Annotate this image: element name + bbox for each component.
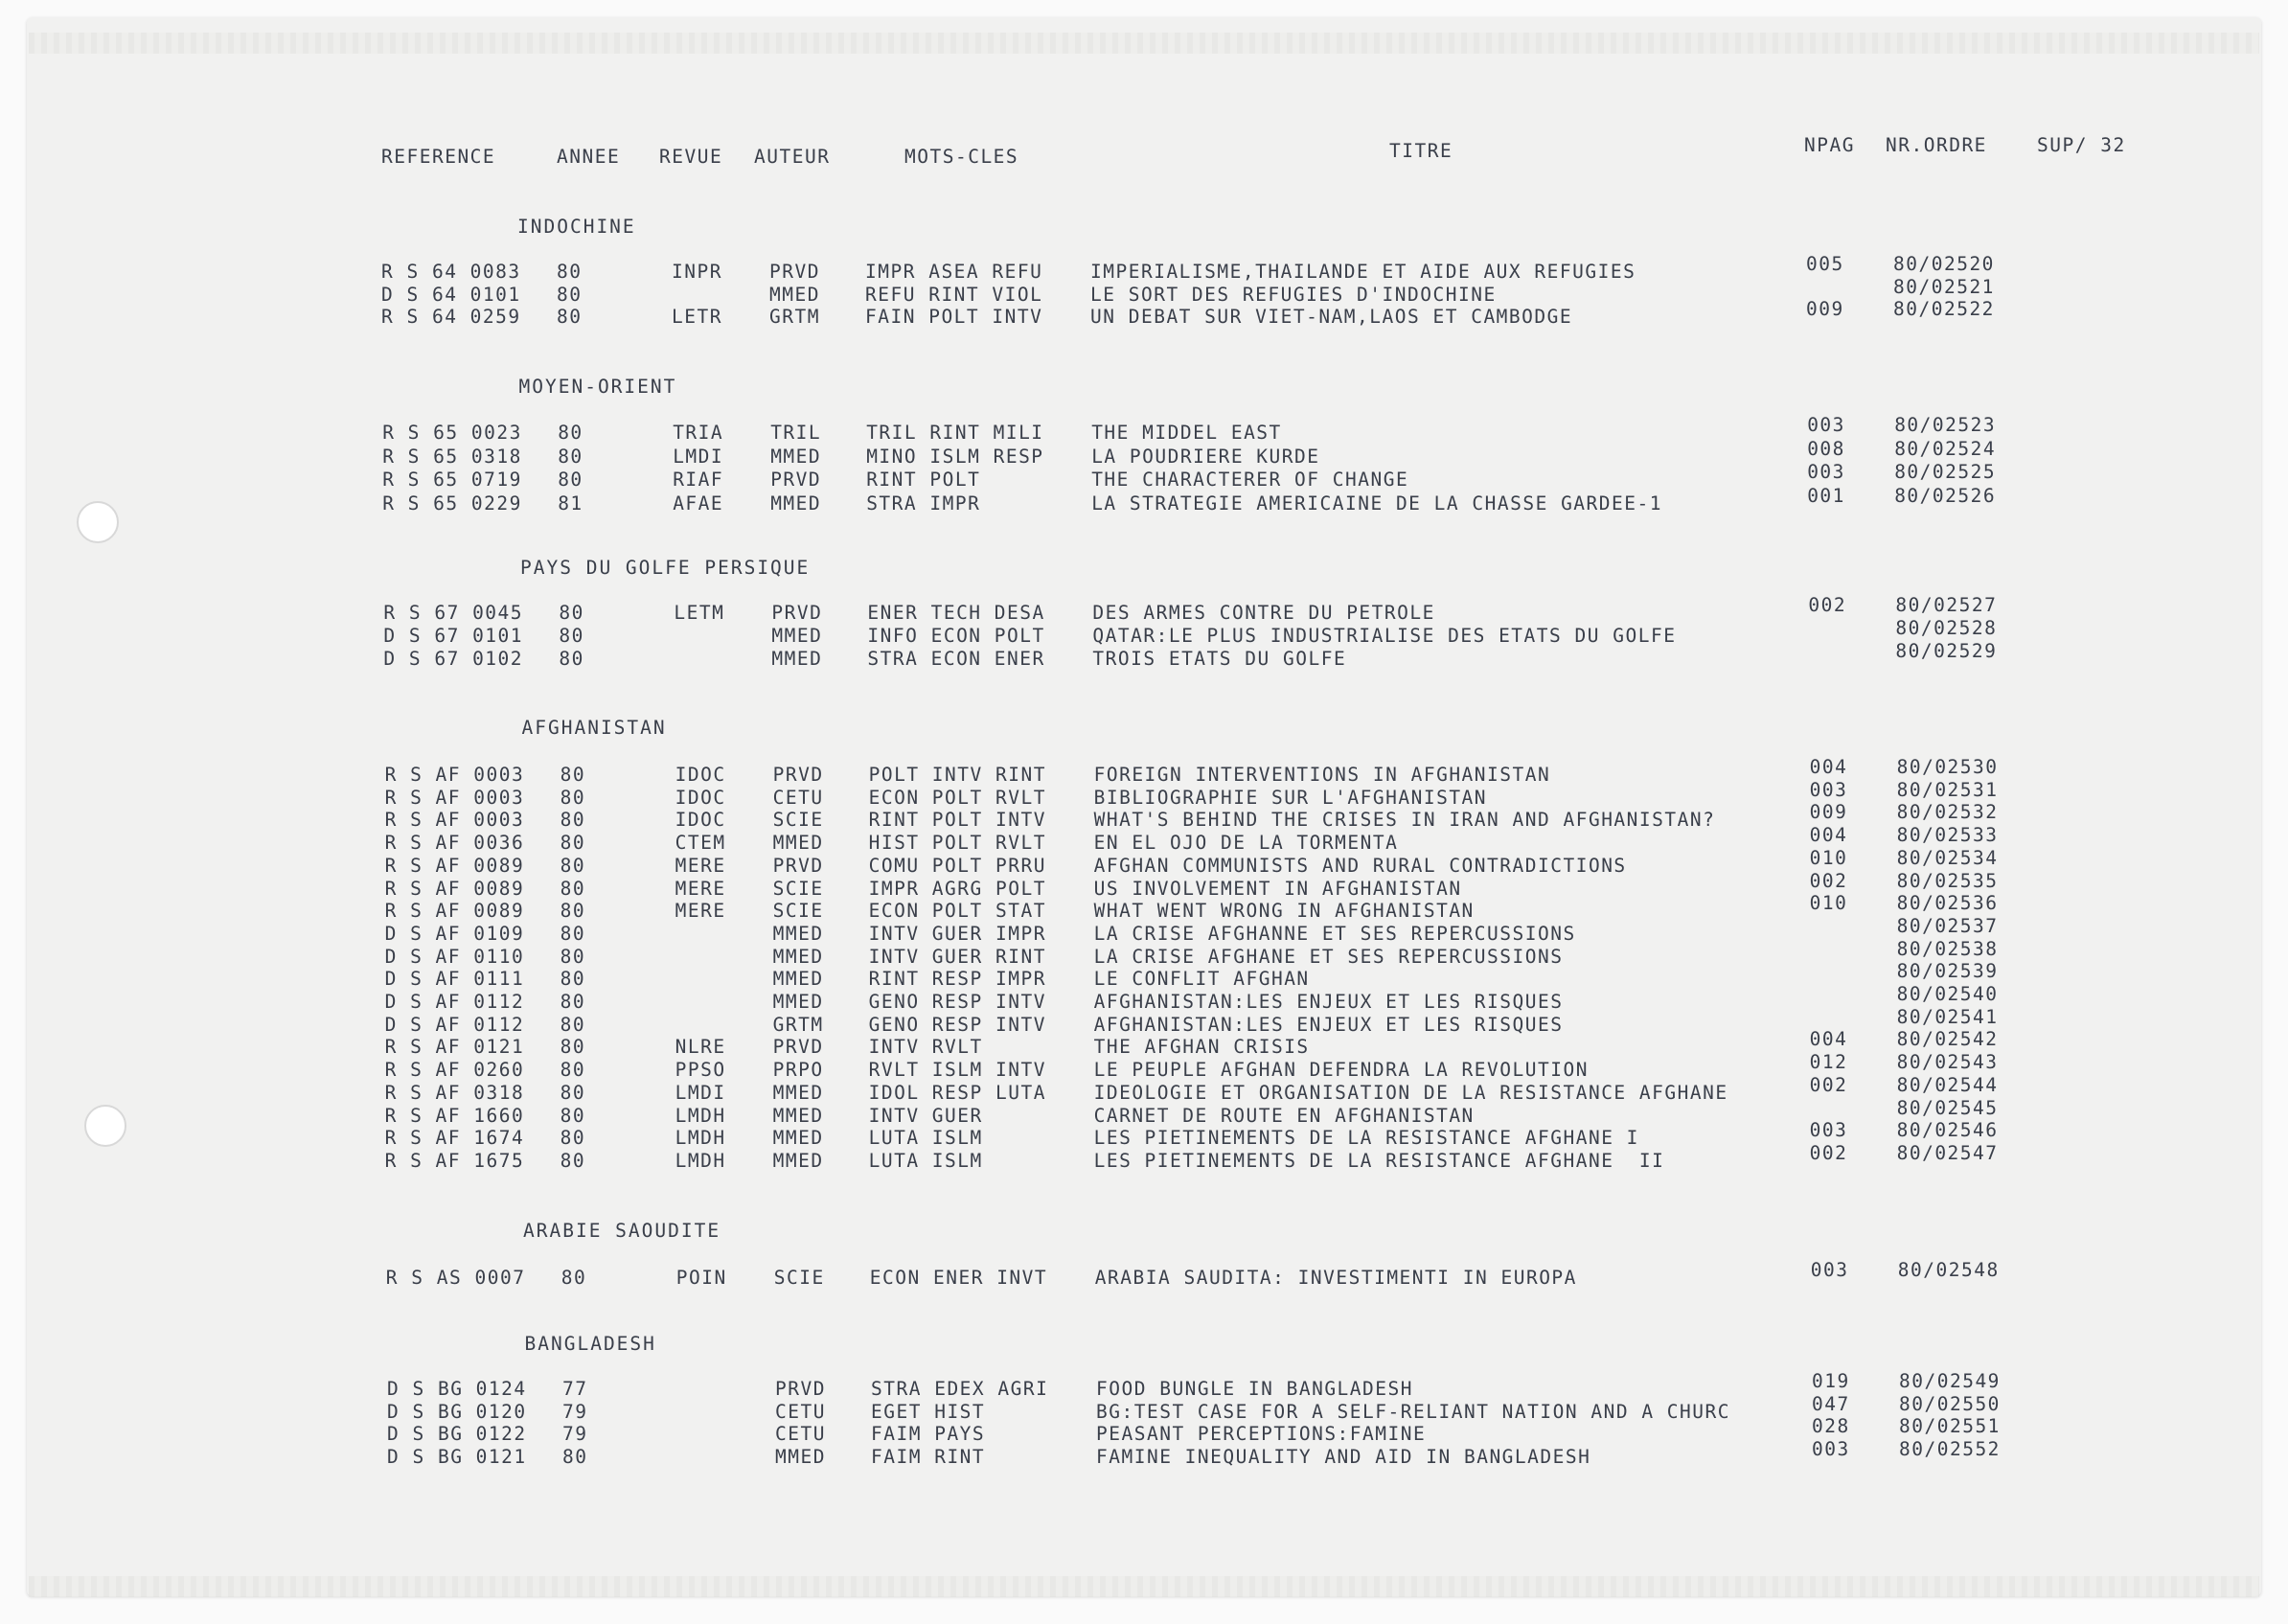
cell-mots-cles: INTV GUER IMPR bbox=[868, 922, 1046, 945]
cell-titre: LE PEUPLE AFGHAN DEFENDRA LA REVOLUTION bbox=[1093, 1059, 1589, 1082]
cell-auteur: MMED bbox=[769, 283, 820, 306]
cell-ref: R S AF 0036 bbox=[384, 832, 525, 855]
cell-annee: 77 bbox=[562, 1378, 588, 1400]
cell-annee: 79 bbox=[562, 1400, 588, 1423]
cell-mots-cles: LUTA ISLM bbox=[868, 1127, 983, 1150]
cell-annee: 80 bbox=[560, 922, 586, 945]
cell-mots-cles: INTV GUER RINT bbox=[868, 945, 1046, 968]
cell-ref: R S 65 0229 bbox=[382, 492, 522, 515]
cell-ref: D S BG 0120 bbox=[387, 1400, 527, 1423]
cell-auteur: PRVD bbox=[775, 1378, 826, 1400]
cell-npag: 004 bbox=[1809, 1028, 1848, 1051]
cell-revue: CTEM bbox=[675, 832, 726, 855]
cell-nr-ordre: 80/02547 bbox=[1896, 1141, 1999, 1164]
cell-auteur: MMED bbox=[772, 968, 824, 991]
cell-auteur: GRTM bbox=[769, 306, 820, 328]
cell-npag: 002 bbox=[1809, 1073, 1848, 1096]
cell-ref: D S AF 0111 bbox=[384, 968, 525, 991]
cell-npag: 010 bbox=[1809, 892, 1848, 915]
cell-nr-ordre: 80/02525 bbox=[1894, 461, 1997, 483]
scan-edge-bottom bbox=[29, 1576, 2259, 1597]
cell-nr-ordre: 80/02527 bbox=[1895, 594, 1998, 616]
cell-mots-cles: RINT POLT INTV bbox=[868, 809, 1046, 832]
cell-titre: AFGHANISTAN:LES ENJEUX ET LES RISQUES bbox=[1093, 991, 1564, 1013]
cell-ref: D S BG 0122 bbox=[387, 1423, 527, 1445]
cell-nr-ordre: 80/02530 bbox=[1896, 756, 1999, 778]
cell-revue: LMDI bbox=[675, 1081, 726, 1104]
cell-revue: LMDH bbox=[675, 1104, 726, 1127]
cell-revue: LMDH bbox=[675, 1127, 726, 1150]
cell-auteur: SCIE bbox=[773, 1267, 825, 1289]
cell-annee: 79 bbox=[562, 1423, 588, 1445]
cell-npag: 012 bbox=[1809, 1051, 1848, 1074]
cell-auteur: CETU bbox=[772, 786, 824, 809]
cell-ref: D S BG 0121 bbox=[387, 1445, 527, 1468]
cell-titre: FOREIGN INTERVENTIONS IN AFGHANISTAN bbox=[1093, 764, 1551, 786]
cell-ref: R S 64 0259 bbox=[381, 306, 521, 328]
cell-auteur: MMED bbox=[772, 1081, 824, 1104]
cell-nr-ordre: 80/02546 bbox=[1896, 1119, 1999, 1142]
cell-mots-cles: ECON ENER INVT bbox=[869, 1267, 1048, 1289]
cell-annee: 80 bbox=[560, 877, 586, 900]
cell-auteur: MMED bbox=[771, 648, 823, 670]
cell-annee: 80 bbox=[560, 832, 586, 855]
cell-nr-ordre: 80/02549 bbox=[1899, 1370, 2001, 1392]
cell-annee: 80 bbox=[560, 1081, 586, 1104]
cell-ref: R S AF 0003 bbox=[384, 786, 525, 809]
cell-ref: R S AF 1674 bbox=[384, 1127, 525, 1150]
cell-npag: 019 bbox=[1812, 1370, 1850, 1392]
cell-titre: FOOD BUNGLE IN BANGLADESH bbox=[1096, 1378, 1413, 1400]
cell-titre: THE MIDDEL EAST bbox=[1091, 422, 1282, 444]
cell-auteur: PRVD bbox=[772, 1036, 824, 1059]
cell-mots-cles: FAIM RINT bbox=[871, 1445, 986, 1468]
cell-nr-ordre: 80/02552 bbox=[1899, 1437, 2001, 1460]
cell-revue: IDOC bbox=[675, 809, 726, 832]
cell-mots-cles: RVLT ISLM INTV bbox=[868, 1059, 1046, 1082]
cell-titre: LES PIETINEMENTS DE LA RESISTANCE AFGHANE I bbox=[1093, 1127, 1639, 1150]
cell-mots-cles: INFO ECON POLT bbox=[867, 625, 1045, 647]
cell-titre: THE CHARACTERER OF CHANGE bbox=[1091, 469, 1409, 491]
cell-nr-ordre: 80/02544 bbox=[1896, 1073, 1999, 1096]
cell-npag: 003 bbox=[1807, 414, 1845, 436]
cell-ref: R S AF 1660 bbox=[384, 1104, 525, 1127]
cell-mots-cles: LUTA ISLM bbox=[868, 1149, 983, 1172]
cell-mots-cles: POLT INTV RINT bbox=[868, 764, 1046, 786]
cell-titre: IDEOLOGIE ET ORGANISATION DE LA RESISTANCE AFGHANE bbox=[1093, 1081, 1728, 1104]
cell-npag: 009 bbox=[1806, 298, 1844, 320]
cell-annee: 80 bbox=[560, 968, 586, 991]
cell-nr-ordre: 80/02524 bbox=[1894, 437, 1997, 460]
cell-annee: 80 bbox=[560, 900, 586, 923]
cell-ref: R S AF 0121 bbox=[384, 1036, 525, 1059]
punch-hole-top bbox=[77, 501, 119, 543]
cell-ref: D S BG 0124 bbox=[387, 1378, 527, 1400]
section-title: BANGLADESH bbox=[524, 1333, 656, 1355]
cell-titre: LE CONFLIT AFGHAN bbox=[1093, 968, 1310, 991]
cell-auteur: GRTM bbox=[772, 1013, 824, 1036]
cell-revue: LETR bbox=[672, 306, 722, 328]
cell-mots-cles: IMPR ASEA REFU bbox=[865, 261, 1043, 283]
section-title: ARABIE SAOUDITE bbox=[523, 1220, 721, 1242]
cell-revue: NLRE bbox=[675, 1036, 726, 1059]
cell-auteur: MMED bbox=[772, 832, 824, 855]
scan-edge-top bbox=[29, 33, 2259, 54]
header-mots-cles: MOTS-CLES bbox=[904, 146, 1019, 168]
cell-revue: AFAE bbox=[673, 492, 724, 515]
cell-titre: ARABIA SAUDITA: INVESTIMENTI IN EUROPA bbox=[1094, 1267, 1577, 1289]
cell-titre: IMPERIALISME,THAILANDE ET AIDE AUX REFUGIES bbox=[1090, 261, 1636, 283]
cell-mots-cles: GENO RESP INTV bbox=[868, 1013, 1046, 1036]
cell-mots-cles: STRA ECON ENER bbox=[867, 648, 1045, 670]
cell-annee: 80 bbox=[558, 445, 583, 468]
cell-annee: 80 bbox=[559, 648, 584, 670]
cell-nr-ordre: 80/02531 bbox=[1896, 778, 1999, 801]
cell-nr-ordre: 80/02538 bbox=[1896, 937, 1999, 960]
cell-annee: 80 bbox=[558, 422, 583, 444]
cell-nr-ordre: 80/02537 bbox=[1896, 914, 1999, 937]
header-reference: REFERENCE bbox=[381, 146, 496, 168]
cell-nr-ordre: 80/02534 bbox=[1896, 846, 1999, 869]
cell-nr-ordre: 80/02551 bbox=[1899, 1415, 2001, 1437]
cell-auteur: PRVD bbox=[771, 602, 823, 624]
cell-titre: THE AFGHAN CRISIS bbox=[1093, 1036, 1310, 1059]
cell-titre: LA CRISE AFGHANNE ET SES REPERCUSSIONS bbox=[1093, 922, 1576, 945]
cell-revue: RIAF bbox=[673, 469, 724, 491]
cell-annee: 80 bbox=[560, 945, 586, 968]
cell-ref: R S AF 0260 bbox=[384, 1059, 525, 1082]
cell-mots-cles: IMPR AGRG POLT bbox=[868, 877, 1046, 900]
cell-annee: 80 bbox=[558, 469, 583, 491]
cell-nr-ordre: 80/02535 bbox=[1896, 869, 1999, 892]
cell-ref: R S 67 0045 bbox=[383, 602, 524, 624]
cell-titre: PEASANT PERCEPTIONS:FAMINE bbox=[1096, 1423, 1427, 1445]
cell-titre: WHAT WENT WRONG IN AFGHANISTAN bbox=[1093, 900, 1475, 923]
cell-annee: 80 bbox=[560, 764, 586, 786]
cell-npag: 008 bbox=[1807, 437, 1845, 460]
cell-mots-cles: STRA IMPR bbox=[866, 492, 981, 515]
cell-annee: 81 bbox=[558, 492, 583, 515]
cell-auteur: MMED bbox=[772, 922, 824, 945]
cell-nr-ordre: 80/02533 bbox=[1896, 824, 1999, 847]
cell-npag: 003 bbox=[1810, 1259, 1849, 1281]
cell-auteur: SCIE bbox=[772, 809, 824, 832]
cell-mots-cles: RINT RESP IMPR bbox=[868, 968, 1046, 991]
cell-npag: 005 bbox=[1806, 253, 1844, 275]
header-titre: TITRE bbox=[1389, 140, 1453, 162]
cell-titre: FAMINE INEQUALITY AND AID IN BANGLADESH bbox=[1096, 1445, 1591, 1468]
cell-mots-cles: STRA EDEX AGRI bbox=[871, 1378, 1049, 1400]
cell-auteur: TRIL bbox=[770, 422, 822, 444]
cell-auteur: PRVD bbox=[772, 764, 824, 786]
cell-annee: 80 bbox=[560, 1127, 586, 1150]
cell-ref: R S AF 0003 bbox=[384, 809, 525, 832]
cell-revue: IDOC bbox=[675, 786, 726, 809]
cell-ref: R S 65 0023 bbox=[382, 422, 522, 444]
cell-titre: LA CRISE AFGHANE ET SES REPERCUSSIONS bbox=[1093, 945, 1564, 968]
cell-npag: 004 bbox=[1809, 756, 1848, 778]
header-nr-ordre: NR.ORDRE bbox=[1886, 134, 1987, 156]
cell-nr-ordre: 80/02528 bbox=[1895, 617, 1998, 639]
header-revue: REVUE bbox=[659, 146, 723, 168]
cell-mots-cles: MINO ISLM RESP bbox=[866, 445, 1044, 468]
cell-mots-cles: COMU POLT PRRU bbox=[868, 854, 1046, 877]
cell-titre: QATAR:LE PLUS INDUSTRIALISE DES ETATS DU GOLFE bbox=[1092, 625, 1677, 647]
cell-auteur: PRPO bbox=[772, 1059, 824, 1082]
cell-annee: 80 bbox=[562, 1445, 588, 1468]
cell-annee: 80 bbox=[560, 991, 586, 1013]
cell-ref: D S 64 0101 bbox=[381, 283, 521, 306]
cell-revue: TRIA bbox=[673, 422, 724, 444]
cell-npag: 002 bbox=[1809, 869, 1848, 892]
section-title: AFGHANISTAN bbox=[521, 717, 667, 739]
cell-npag: 003 bbox=[1809, 1119, 1848, 1142]
cell-annee: 80 bbox=[557, 283, 583, 306]
cell-revue: MERE bbox=[675, 900, 726, 923]
cell-ref: R S AS 0007 bbox=[385, 1267, 526, 1289]
cell-mots-cles: ENER TECH DESA bbox=[867, 602, 1045, 624]
cell-ref: R S AF 0003 bbox=[384, 764, 525, 786]
cell-npag: 003 bbox=[1807, 461, 1845, 483]
cell-revue: LETM bbox=[674, 602, 725, 624]
cell-titre: AFGHAN COMMUNISTS AND RURAL CONTRADICTIONS bbox=[1093, 854, 1627, 877]
cell-nr-ordre: 80/02522 bbox=[1893, 298, 1995, 320]
cell-annee: 80 bbox=[560, 786, 586, 809]
cell-annee: 80 bbox=[561, 1267, 587, 1289]
cell-npag: 003 bbox=[1809, 778, 1848, 801]
cell-nr-ordre: 80/02526 bbox=[1894, 484, 1997, 507]
cell-annee: 80 bbox=[559, 602, 584, 624]
cell-annee: 80 bbox=[560, 1059, 586, 1082]
cell-auteur: MMED bbox=[772, 991, 824, 1013]
cell-annee: 80 bbox=[559, 625, 584, 647]
cell-annee: 80 bbox=[560, 1013, 586, 1036]
cell-mots-cles: IDOL RESP LUTA bbox=[868, 1081, 1046, 1104]
cell-nr-ordre: 80/02539 bbox=[1896, 960, 1999, 983]
cell-mots-cles: REFU RINT VIOL bbox=[865, 283, 1043, 306]
cell-annee: 80 bbox=[560, 1036, 586, 1059]
cell-npag: 004 bbox=[1809, 824, 1848, 847]
cell-mots-cles: HIST POLT RVLT bbox=[868, 832, 1046, 855]
cell-revue: LMDI bbox=[673, 445, 724, 468]
cell-npag: 028 bbox=[1812, 1415, 1850, 1437]
cell-annee: 80 bbox=[560, 809, 586, 832]
cell-npag: 010 bbox=[1809, 846, 1848, 869]
cell-titre: CARNET DE ROUTE EN AFGHANISTAN bbox=[1093, 1104, 1475, 1127]
header-npag: NPAG bbox=[1804, 134, 1855, 156]
cell-titre: WHAT'S BEHIND THE CRISES IN IRAN AND AFGHANISTAN? bbox=[1093, 809, 1716, 832]
section-title: PAYS DU GOLFE PERSIQUE bbox=[520, 557, 811, 579]
cell-nr-ordre: 80/02550 bbox=[1899, 1392, 2001, 1415]
cell-ref: R S AF 0318 bbox=[384, 1081, 525, 1104]
cell-auteur: CETU bbox=[775, 1423, 826, 1445]
header-auteur: AUTEUR bbox=[754, 146, 831, 168]
cell-auteur: MMED bbox=[772, 1149, 824, 1172]
cell-titre: BG:TEST CASE FOR A SELF-RELIANT NATION AND A CHURC bbox=[1096, 1400, 1730, 1423]
cell-nr-ordre: 80/02543 bbox=[1896, 1051, 1999, 1074]
cell-titre: BIBLIOGRAPHIE SUR L'AFGHANISTAN bbox=[1093, 786, 1488, 809]
cell-titre: LA POUDRIERE KURDE bbox=[1091, 445, 1320, 468]
cell-annee: 80 bbox=[560, 854, 586, 877]
cell-titre: US INVOLVEMENT IN AFGHANISTAN bbox=[1093, 877, 1462, 900]
section-title: MOYEN-ORIENT bbox=[518, 376, 677, 398]
cell-mots-cles: INTV RVLT bbox=[868, 1036, 983, 1059]
cell-revue: INPR bbox=[672, 261, 722, 283]
cell-mots-cles: INTV GUER bbox=[868, 1104, 983, 1127]
cell-titre: AFGHANISTAN:LES ENJEUX ET LES RISQUES bbox=[1093, 1013, 1564, 1036]
cell-titre: LES PIETINEMENTS DE LA RESISTANCE AFGHANE II bbox=[1093, 1149, 1665, 1172]
cell-auteur: SCIE bbox=[772, 877, 824, 900]
cell-ref: D S 67 0101 bbox=[383, 625, 524, 647]
cell-auteur: SCIE bbox=[772, 900, 824, 923]
cell-mots-cles: ECON POLT STAT bbox=[868, 900, 1046, 923]
cell-nr-ordre: 80/02541 bbox=[1896, 1005, 1999, 1028]
cell-titre: TROIS ETATS DU GOLFE bbox=[1092, 648, 1347, 670]
cell-titre: EN EL OJO DE LA TORMENTA bbox=[1093, 832, 1399, 855]
section-title: INDOCHINE bbox=[517, 216, 636, 238]
punch-hole-bottom bbox=[84, 1105, 126, 1147]
cell-nr-ordre: 80/02545 bbox=[1896, 1096, 1999, 1119]
cell-npag: 002 bbox=[1808, 594, 1847, 616]
cell-mots-cles: EGET HIST bbox=[871, 1400, 986, 1423]
cell-npag: 001 bbox=[1807, 484, 1845, 507]
cell-revue: LMDH bbox=[675, 1149, 726, 1172]
cell-ref: D S 67 0102 bbox=[383, 648, 524, 670]
cell-nr-ordre: 80/02520 bbox=[1893, 253, 1995, 275]
cell-ref: R S 65 0318 bbox=[382, 445, 522, 468]
cell-annee: 80 bbox=[557, 261, 583, 283]
cell-ref: D S AF 0112 bbox=[384, 1013, 525, 1036]
cell-revue: PPSO bbox=[675, 1059, 726, 1082]
cell-mots-cles: RINT POLT bbox=[866, 469, 981, 491]
cell-nr-ordre: 80/02532 bbox=[1896, 801, 1999, 824]
cell-ref: D S AF 0110 bbox=[384, 945, 525, 968]
header-sup: SUP/ 32 bbox=[2037, 134, 2126, 156]
cell-auteur: MMED bbox=[770, 492, 822, 515]
cell-nr-ordre: 80/02521 bbox=[1893, 275, 1995, 298]
cell-auteur: MMED bbox=[771, 625, 823, 647]
cell-mots-cles: GENO RESP INTV bbox=[868, 991, 1046, 1013]
cell-npag: 047 bbox=[1812, 1392, 1850, 1415]
cell-npag: 009 bbox=[1809, 801, 1848, 824]
header-annee: ANNEE bbox=[557, 146, 621, 168]
cell-mots-cles: ECON POLT RVLT bbox=[868, 786, 1046, 809]
cell-nr-ordre: 80/02540 bbox=[1896, 983, 1999, 1005]
cell-nr-ordre: 80/02542 bbox=[1896, 1028, 1999, 1051]
cell-ref: R S AF 0089 bbox=[384, 877, 525, 900]
cell-nr-ordre: 80/02536 bbox=[1896, 892, 1999, 915]
cell-revue: MERE bbox=[675, 854, 726, 877]
cell-titre: UN DEBAT SUR VIET-NAM,LAOS ET CAMBODGE bbox=[1090, 306, 1573, 328]
cell-auteur: PRVD bbox=[770, 469, 822, 491]
cell-ref: R S 65 0719 bbox=[382, 469, 522, 491]
cell-nr-ordre: 80/02529 bbox=[1895, 640, 1998, 662]
cell-titre: LE SORT DES REFUGIES D'INDOCHINE bbox=[1090, 283, 1497, 306]
cell-auteur: MMED bbox=[772, 1104, 824, 1127]
cell-ref: R S 64 0083 bbox=[381, 261, 521, 283]
cell-revue: MERE bbox=[675, 877, 726, 900]
cell-ref: R S AF 1675 bbox=[384, 1149, 525, 1172]
cell-npag: 003 bbox=[1812, 1437, 1850, 1460]
cell-auteur: MMED bbox=[775, 1445, 826, 1468]
cell-auteur: CETU bbox=[775, 1400, 826, 1423]
cell-auteur: MMED bbox=[770, 445, 822, 468]
cell-ref: D S AF 0112 bbox=[384, 991, 525, 1013]
cell-nr-ordre: 80/02523 bbox=[1894, 414, 1997, 436]
cell-annee: 80 bbox=[560, 1149, 586, 1172]
cell-revue: IDOC bbox=[675, 764, 726, 786]
cell-auteur: PRVD bbox=[772, 854, 824, 877]
cell-annee: 80 bbox=[557, 306, 583, 328]
cell-mots-cles: TRIL RINT MILI bbox=[866, 422, 1044, 444]
cell-titre: LA STRATEGIE AMERICAINE DE LA CHASSE GARDEE-1 bbox=[1091, 492, 1662, 515]
cell-ref: D S AF 0109 bbox=[384, 922, 525, 945]
cell-npag: 002 bbox=[1809, 1141, 1848, 1164]
cell-auteur: MMED bbox=[772, 1127, 824, 1150]
cell-titre: DES ARMES CONTRE DU PETROLE bbox=[1092, 602, 1435, 624]
cell-revue: POIN bbox=[675, 1267, 727, 1289]
cell-annee: 80 bbox=[560, 1104, 586, 1127]
cell-ref: R S AF 0089 bbox=[384, 900, 525, 923]
cell-mots-cles: FAIN POLT INTV bbox=[865, 306, 1043, 328]
cell-auteur: MMED bbox=[772, 945, 824, 968]
cell-auteur: PRVD bbox=[769, 261, 820, 283]
cell-mots-cles: FAIM PAYS bbox=[871, 1423, 986, 1445]
cell-ref: R S AF 0089 bbox=[384, 854, 525, 877]
cell-nr-ordre: 80/02548 bbox=[1897, 1259, 2000, 1281]
